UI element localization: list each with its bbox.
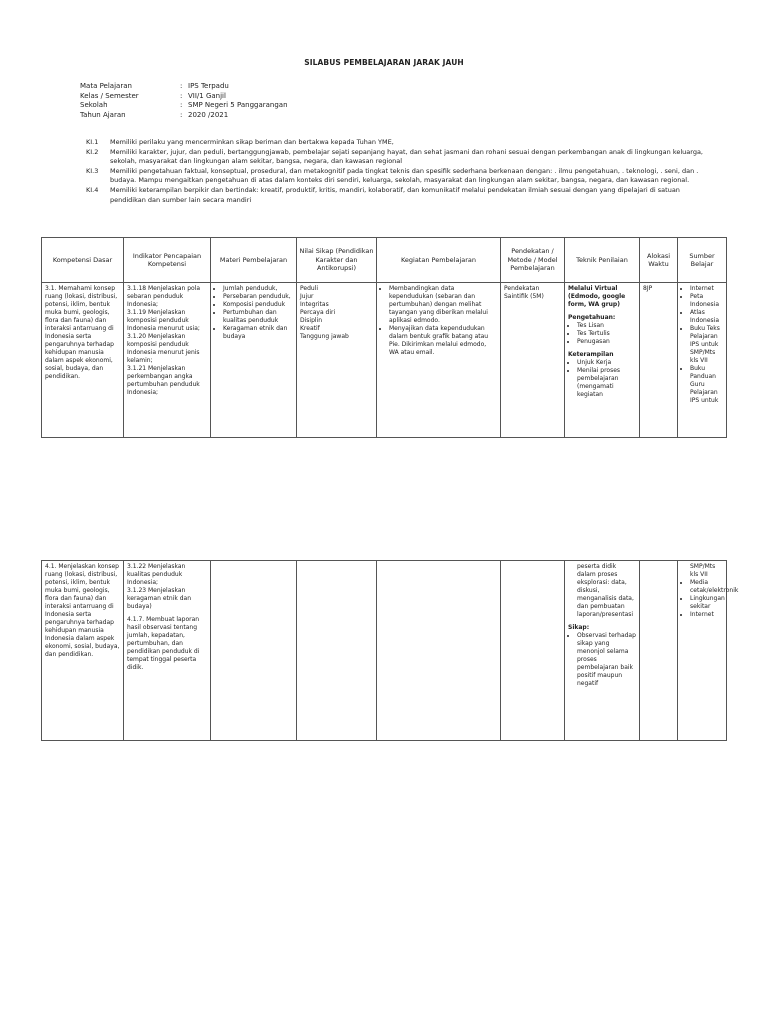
table-header-row [42, 238, 727, 283]
meta-label: Mata Pelajaran [80, 82, 132, 90]
sumber-continuation: SMP/Mts kls VII [690, 563, 716, 578]
ki-text: Memiliki keterampilan berpikir dan bertindak: kreatif, produktif, kritis, mandiri, kolaboratif, dan komunikatif melalui pendekatan ilmiah sesuai dengan yang dipelajari di satuan pendidikan dan sumber lain secara mandiri [110, 185, 680, 204]
ki-text: Memiliki karakter, jujur, dan peduli, bertanggungjawab, pembelajar sejati sepanjang hayat, dan sehat jasmani dan rohani sesuai dengan perkembangan anak di lingkungan keluarga, sekolah, masyarakat dan lingkungan alam sekitar, bangsa, negara, dan kawasan regional [110, 147, 703, 166]
list-item: • Tes Lisan [577, 322, 636, 330]
list-item: Percaya diri [300, 309, 336, 316]
list-item: Kreatif [300, 325, 320, 332]
list-item: • Komposisi penduduk [223, 301, 293, 309]
indikator-item: 3.1.19 Menjelaskan komposisi penduduk Indonesia menurut usia; [127, 309, 200, 332]
identity-block [80, 82, 288, 120]
core-competency-list [86, 138, 706, 205]
list-item: • Lingkungan sekitar [690, 595, 723, 611]
list-item: • Buku Teks Pelajaran IPS untuk SMP/Mts kls VII [690, 325, 723, 365]
list-item: • Media cetak/elektronik [690, 579, 723, 595]
meta-colon: : [180, 82, 183, 90]
list-item: • Keragaman etnik dan budaya [223, 325, 293, 341]
meta-label: Kelas / Semester [80, 91, 139, 100]
list-item: • Internet [690, 285, 723, 293]
cell-nilai-sikap [297, 561, 377, 741]
ki-code: KI.1 [86, 138, 99, 146]
ki-text: Memiliki perilaku yang mencerminkan sikap beriman dan bertakwa kepada Tuhan YME, [110, 138, 394, 146]
list-item: • Pertumbuhan dan kualitas penduduk [223, 309, 293, 325]
sikap-label: Sikap: [568, 624, 590, 631]
indikator-item: 3.1.22 Menjelaskan kualitas penduduk Indonesia; [127, 563, 186, 586]
indikator-item: 3.1.18 Menjelaskan pola sebaran penduduk Indonesia; [127, 285, 201, 308]
list-item: • Atlas Indonesia [690, 309, 723, 325]
indikator-item: 4.1.7. Membuat laporan hasil observasi tentang jumlah, kepadatan, pertumbuhan, dan pendidikan penduduk di tempat tinggal peserta didik. [127, 616, 200, 671]
meta-row-school [80, 101, 288, 111]
cell-indikator [124, 283, 211, 438]
header-pendekatan: Pendekatan / Metode / Model Pembelajaran [501, 238, 565, 283]
list-item: Jujur [300, 293, 314, 300]
meta-label: Sekolah [80, 101, 108, 110]
list-item: • Menilai proses pembelajaran (mengamati kegiatan [577, 367, 636, 399]
list-item: Integritas [300, 301, 329, 308]
header-sumber-belajar: Sumber Belajar [678, 238, 727, 283]
ki-item [86, 138, 706, 148]
cell-materi [211, 561, 297, 741]
cell-sumber-belajar [678, 283, 727, 438]
cell-kompetensi-dasar: 3.1. Memahami konsep ruang (lokasi, distribusi, potensi, iklim, bentuk muka bumi, geologis, flora dan fauna) dan interaksi antarruang di Indonesia serta pengaruhnya terhadap kehidupan manusia dalam aspek ekonomi, sosial, budaya, dan pendidikan. [42, 283, 124, 438]
list-item: • Membandingkan data kependudukan (sebaran dan pertumbuhan) dengan melihat tayangan yang diberikan melalui aplikasi edmodo. [389, 285, 497, 325]
list-item: • Peta Indonesia [690, 293, 723, 309]
meta-colon: : [180, 91, 183, 100]
cell-pendekatan [501, 561, 565, 741]
header-kegiatan: Kegiatan Pembelajaran [377, 238, 501, 283]
cell-indikator [124, 561, 211, 741]
table-row [42, 283, 727, 438]
meta-row-year [80, 111, 288, 121]
list-item: • Internet [690, 611, 723, 619]
cell-nilai-sikap [297, 283, 377, 438]
header-materi: Materi Pembelajaran [211, 238, 297, 283]
list-item: Peduli [300, 285, 319, 292]
header-kompetensi-dasar: Kompetensi Dasar [42, 238, 124, 283]
list-item: • Menyajikan data kependudukan dalam bentuk grafik batang atau Pie. Dikirimkan melalui edmodo, WA atau email. [389, 325, 497, 357]
pengetahuan-label: Pengetahuan: [568, 314, 616, 321]
table-row [42, 561, 727, 741]
cell-teknik-penilaian [565, 561, 640, 741]
header-nilai-sikap: Nilai Sikap (Pendidikan Karakter dan Antikorupsi) [297, 238, 377, 283]
ki-text: Memiliki pengetahuan faktual, konseptual, prosedural, dan metakognitif pada tingkat teknis dan spesifik sederhana berkenaan dengan: . ilmu pengetahuan, . teknologi, . seni, dan . budaya. Mampu mengaitkan pengetahuan di atas dalam konteks diri sendiri, keluarga, sekolah, masyarakat dan lingkungan alam sekitar, bangsa, negara, dan kawasan regional. [110, 166, 699, 185]
meta-colon: : [180, 110, 183, 119]
header-alokasi-waktu: Alokasi Waktu [640, 238, 678, 283]
indikator-item: 3.1.20 Menjelaskan komposisi penduduk Indonesia menurut jenis kelamin; [127, 333, 200, 364]
list-item: • Buku Panduan Guru Pelajaran IPS untuk [690, 365, 723, 405]
meta-value: SMP Negeri 5 Panggarangan [188, 101, 288, 110]
meta-value: VII/1 Ganjil [188, 91, 226, 100]
cell-pendekatan: Pendekatan Saintifik (5M) [501, 283, 565, 438]
meta-label: Tahun Ajaran [80, 110, 126, 119]
ki-item [86, 148, 706, 167]
list-item: • Tes Tertulis [577, 330, 636, 338]
ki-item [86, 186, 706, 205]
list-item: Tanggung jawab [300, 333, 349, 340]
ki-code: KI.2 [86, 147, 99, 156]
meta-value: IPS Terpadu [188, 82, 229, 90]
ki-code: KI.4 [86, 185, 99, 194]
document-title: SILABUS PEMBELAJARAN JARAK JAUH [304, 58, 464, 67]
meta-value: 2020 /2021 [188, 110, 229, 119]
cell-kompetensi-dasar: 4.1. Menjelaskan konsep ruang (lokasi, distribusi, potensi, iklim, bentuk muka bumi, geologis, flora dan fauna) dan interaksi antarruang di Indonesia serta pengaruhnya terhadap kehidupan manusia Indonesia dalam aspek ekonomi, sosial, budaya, dan pendidikan. [42, 561, 124, 741]
cell-teknik-penilaian [565, 283, 640, 438]
cell-alokasi-waktu: 8JP [640, 283, 678, 438]
list-item: Disiplin [300, 317, 323, 324]
cell-sumber-belajar [678, 561, 739, 741]
syllabus-table-part-2 [41, 560, 739, 741]
header-indikator: Indikator Pencapaian Kompetensi [124, 238, 211, 283]
meta-row-class [80, 92, 288, 102]
list-item: • Penugasan [577, 338, 636, 346]
cell-materi [211, 283, 297, 438]
list-item: • Observasi terhadap sikap yang menonjol selama proses pembelajaran baik positif maupun negatif [577, 632, 636, 688]
meta-colon: : [180, 101, 183, 110]
list-item: • Persebaran penduduk, [223, 293, 293, 301]
cell-kegiatan [377, 561, 501, 741]
cell-kegiatan [377, 283, 501, 438]
ki-item [86, 167, 706, 186]
indikator-item: 3.1.23 Menjelaskan keragaman etnik dan budaya) [127, 587, 191, 610]
list-item: • Jumlah penduduk, [223, 285, 293, 293]
teknik-intro: Melalui Virtual (Edmodo, google form, WA grup) [568, 285, 626, 308]
teknik-continuation: peserta didik dalam proses eksplorasi: data, diskusi, menganalisis data, dan pembuatan laporan/presentasi [577, 563, 634, 618]
ki-code: KI.3 [86, 166, 99, 175]
list-item: • Unjuk Kerja [577, 359, 636, 367]
syllabus-table-part-1 [41, 237, 727, 438]
keterampilan-label: Keterampilan [568, 351, 614, 358]
cell-alokasi-waktu [640, 561, 678, 741]
header-teknik-penilaian: Teknik Penilaian [565, 238, 640, 283]
indikator-item: 3.1.21 Menjelaskan perkembangan angka pertumbuhan penduduk Indonesia; [127, 365, 200, 396]
meta-row-subject [80, 82, 288, 92]
